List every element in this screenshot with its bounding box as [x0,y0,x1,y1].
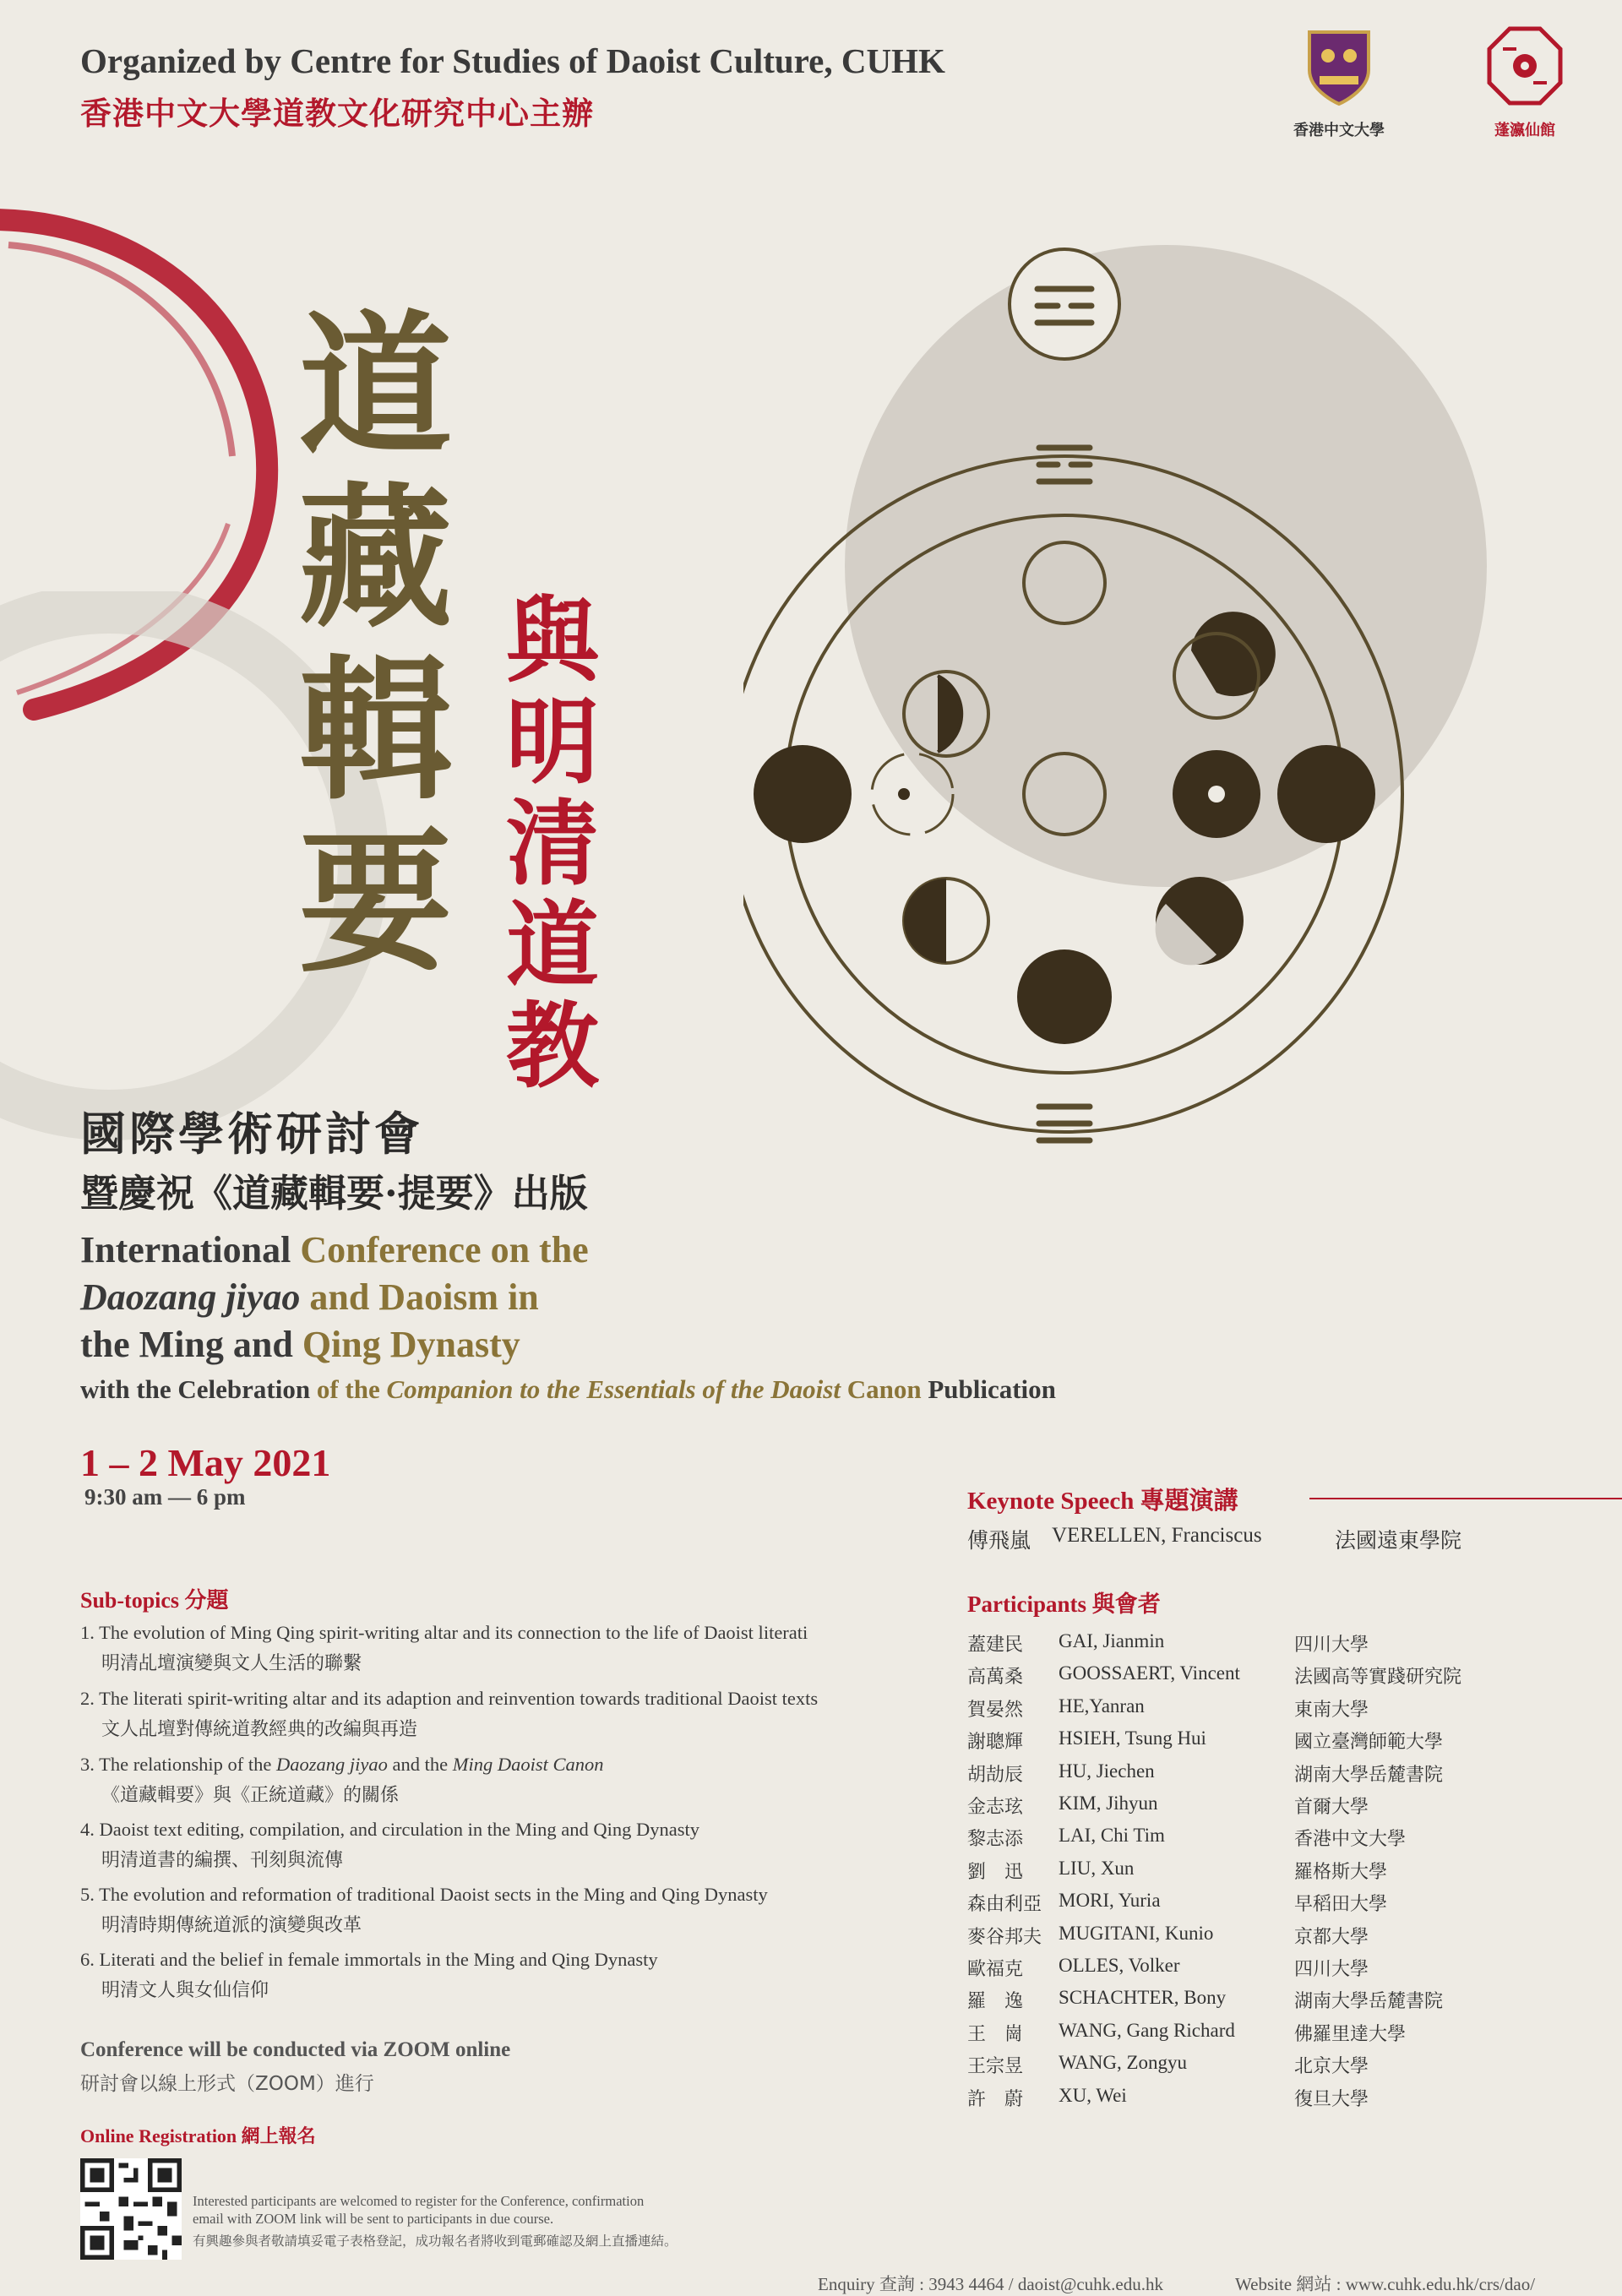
conference-title-en-line1 [80,1228,589,1271]
celebration-title-zh: 暨慶祝《道藏輯要·提要》出版 [80,1171,588,1216]
keynote-heading: Keynote Speech 專題演講 [967,1488,1238,1515]
title-en-part: the Ming and [80,1324,302,1365]
subtopic-item [80,1884,768,1937]
subtopic-en: 6. Literati and the belief in female immortals in the Ming and Qing Dynasty [80,1949,658,1970]
keynote-name-zh: 傅飛嵐 [967,1528,1031,1553]
participant-name-zh: 劉 迅 [967,1861,1024,1883]
participant-name-en: MUGITANI, Kunio [1059,1922,1214,1944]
penglai-logo-caption: 蓬瀛仙館 [1494,122,1555,139]
subtopic-item [80,1622,808,1675]
zoom-notice-en: Conference will be conducted via ZOOM online [80,2038,511,2061]
subtopic-en: 4. Daoist text editing, compilation, and circulation in the Ming and Qing Dynasty [80,1819,699,1840]
title-en-part: Daozang jiyao [80,1276,301,1318]
participant-name-zh: 蓋建民 [967,1635,1024,1656]
title-en-part: of the [316,1374,387,1404]
participant-name-zh: 歐福克 [967,1959,1024,1980]
participant-name-zh: 賀晏然 [967,1699,1024,1721]
title-en-part: Publication [921,1374,1056,1404]
title-en-part: International [80,1229,301,1270]
participant-name-en: LAI, Chi Tim [1059,1825,1165,1847]
taiji-diagram-icon [743,211,1504,1225]
registration-note-zh: 有興趣參與者敬請填妥電子表格登記，成功報名者將收到電郵確認及網上直播連結。 [193,2233,678,2249]
participant-name-zh: 黎志添 [967,1829,1024,1851]
participant-name-zh: 王宗昱 [967,2056,1024,2078]
website-link[interactable]: Website 網站 : www.cuhk.edu.hk/crs/dao/ [1235,2274,1536,2294]
participant-name-zh: 麥谷邦夫 [967,1926,1042,1948]
participant-name-en: XU, Wei [1059,2084,1127,2106]
participant-institution: 法國高等實踐研究院 [1294,1667,1462,1689]
participant-name-zh: 許 蔚 [967,2088,1024,2110]
keynote-divider [1309,1498,1622,1499]
participant-name-en: GOOSSAERT, Vincent [1059,1662,1240,1684]
subtopic-en: Daozang jiyao [276,1754,388,1775]
participant-name-zh: 高萬桑 [967,1667,1024,1689]
subtopic-en: 1. The evolution of Ming Qing spirit-writing altar and its connection to the life of Daoist literati [80,1622,808,1643]
participant-name-zh: 羅 逸 [967,1991,1024,2013]
subtopic-en: and the [387,1754,453,1775]
conference-date: 1 – 2 May 2021 [80,1441,331,1484]
registration-heading: Online Registration 網上報名 [80,2125,316,2146]
participant-institution: 湖南大學岳麓書院 [1294,1764,1444,1786]
bagua-seal-icon [1484,24,1565,108]
cuhk-logo [1276,24,1402,140]
registration-note-en: Interested participants are welcomed to register for the Conference, confirmation [193,2193,645,2209]
participant-institution: 湖南大學岳麓書院 [1294,1991,1444,2013]
subtopic-zh: 明清文人與女仙信仰 [101,1980,269,2001]
subtopics-heading: Sub-topics 分題 [80,1588,229,1613]
participant-institution: 香港中文大學 [1294,1829,1407,1851]
title-en-part: Qing Dynasty [302,1324,520,1365]
enquiry-contact[interactable]: Enquiry 查詢 : 3943 4464 / daoist@cuhk.edu.hk [818,2274,1163,2294]
participant-name-en: WANG, Zongyu [1059,2052,1188,2074]
participant-institution: 首爾大學 [1294,1797,1369,1818]
subtopic-en: 3. The relationship of the [80,1754,277,1775]
participant-institution: 國立臺灣師範大學 [1294,1732,1444,1754]
participant-name-en: KIM, Jihyun [1059,1793,1158,1814]
participant-name-zh: 王 崗 [967,2023,1024,2045]
participants-heading: Participants 與會者 [967,1591,1161,1617]
participant-name-en: HE,Yanran [1059,1695,1145,1717]
conference-title-en-line2 [80,1276,539,1319]
title-en-part: and Daoism in [300,1276,539,1318]
organizer-zh: 香港中文大學道教文化研究中心主辦 [80,95,594,132]
conference-title-en-line3 [80,1323,520,1366]
cuhk-logo-caption: 香港中文大學 [1293,122,1385,139]
subtopic-en: 2. The literati spirit-writing altar and its adaption and reinvention towards traditional Daoist texts [80,1688,819,1709]
participant-institution: 京都大學 [1294,1926,1369,1948]
keynote-institution: 法國遠東學院 [1335,1528,1462,1553]
participant-institution: 佛羅里達大學 [1294,2023,1407,2045]
participant-name-zh: 金志玹 [967,1797,1024,1818]
penglai-logo [1461,24,1588,140]
keynote-name-en: VERELLEN, Franciscus [1052,1524,1262,1547]
participant-name-zh: 謝聰輝 [967,1732,1024,1754]
subtopic-zh: 明清時期傳統道派的演變與改革 [101,1915,362,1936]
participant-name-en: OLLES, Volker [1059,1955,1180,1976]
subtopic-zh: 明清道書的編撰、刊刻與流傳 [101,1850,344,1871]
participant-name-zh: 森由利亞 [967,1894,1042,1916]
participant-institution: 四川大學 [1294,1959,1369,1980]
conference-title-zh: 國際學術研討會 [80,1107,423,1161]
subtopic-en: 5. The evolution and reformation of traditional Daoist sects in the Ming and Qing Dynasty [80,1884,768,1905]
participant-institution: 四川大學 [1294,1635,1369,1656]
participant-name-en: LIU, Xun [1059,1857,1135,1879]
subtopic-item [80,1949,658,2002]
title-en-part: Companion to the Essentials of the Daoist [386,1374,841,1404]
participant-name-en: GAI, Jianmin [1059,1630,1165,1651]
title-en-part: with the Celebration [80,1374,317,1404]
subtopic-en: Ming Daoist Canon [452,1754,604,1775]
participant-institution: 復旦大學 [1294,2088,1369,2110]
participant-name-en: MORI, Yuria [1059,1890,1161,1912]
title-en-part: Conference on the [300,1229,589,1270]
participant-name-zh: 胡劼辰 [967,1764,1024,1786]
subtopic-item [80,1688,818,1741]
title-main-zh: 道藏輯要 [274,304,454,993]
subtopic-item [80,1819,699,1872]
title-sub-zh: 與明清道教 [491,591,600,1098]
participant-name-en: SCHACHTER, Bony [1059,1987,1227,2009]
conference-time: 9:30 am — 6 pm [84,1484,246,1510]
participant-name-en: HU, Jiechen [1059,1760,1155,1782]
title-en-part: Canon [840,1374,922,1404]
qr-code-icon[interactable] [80,2158,182,2260]
celebration-title-en [80,1374,1056,1405]
subtopic-zh: 明清乩壇演變與文人生活的聯繫 [101,1653,362,1674]
participant-name-en: HSIEH, Tsung Hui [1059,1727,1206,1749]
organizer-en: Organized by Centre for Studies of Daoist Culture, CUHK [80,41,945,80]
participant-institution: 北京大學 [1294,2056,1369,2078]
cuhk-crest-icon [1301,24,1377,108]
participant-institution: 東南大學 [1294,1699,1369,1721]
registration-note-en: email with ZOOM link will be sent to participants in due course. [193,2211,554,2227]
subtopic-zh: 《道藏輯要》與《正統道藏》的關係 [101,1785,400,1806]
participant-institution: 羅格斯大學 [1294,1861,1388,1883]
participant-name-en: WANG, Gang Richard [1059,2019,1235,2041]
participant-institution: 早稻田大學 [1294,1894,1388,1916]
subtopic-item [80,1754,604,1807]
zoom-notice-zh: 研討會以線上形式（ZOOM）進行 [80,2073,374,2095]
subtopic-zh: 文人乩壇對傳統道教經典的改編與再造 [101,1719,418,1740]
